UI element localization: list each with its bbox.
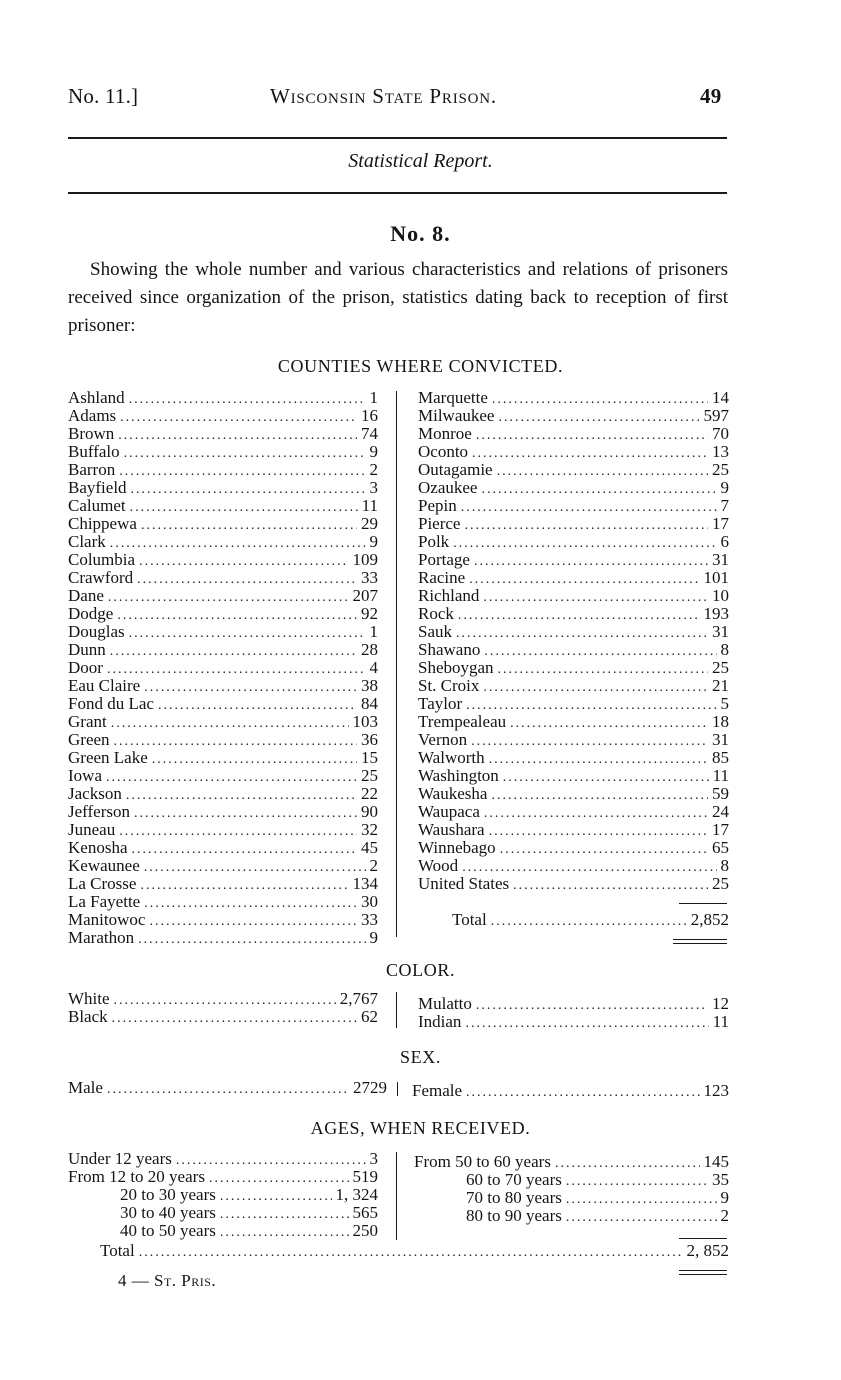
county-row bbox=[418, 713, 729, 731]
county-row bbox=[418, 659, 729, 677]
ages-total-value: 2, 852 bbox=[686, 1241, 729, 1260]
age-row bbox=[414, 1171, 729, 1189]
ages-divider bbox=[396, 1152, 397, 1240]
page-number: 49 bbox=[700, 84, 722, 108]
county-row-label: Marquette bbox=[418, 388, 488, 407]
county-row-label: United States bbox=[418, 874, 510, 893]
county-row bbox=[418, 695, 729, 713]
county-row-label: Green Lake bbox=[68, 748, 148, 767]
county-row-label: Columbia bbox=[68, 550, 136, 569]
county-row bbox=[418, 425, 729, 443]
age-row bbox=[414, 1207, 729, 1225]
color-heading: COLOR. bbox=[385, 960, 456, 980]
county-row-label: Adams bbox=[68, 406, 117, 425]
county-row bbox=[68, 587, 378, 605]
county-row bbox=[418, 821, 729, 839]
color-row-count: 11 bbox=[712, 1012, 729, 1031]
ages-total-label: Total bbox=[100, 1241, 135, 1260]
county-row-count: 25 bbox=[712, 460, 729, 479]
county-row bbox=[68, 623, 378, 641]
county-row-count: 7 bbox=[720, 496, 729, 515]
county-row-count: 8 bbox=[720, 640, 729, 659]
county-row-count: 9 bbox=[369, 928, 378, 947]
county-row-count: 70 bbox=[712, 424, 729, 443]
county-row-label: Sheboygan bbox=[418, 658, 494, 677]
county-row bbox=[418, 875, 729, 893]
county-row bbox=[418, 551, 729, 569]
county-row-count: 11 bbox=[712, 766, 729, 785]
county-row-count: 38 bbox=[361, 676, 378, 695]
county-row-label: St. Croix bbox=[418, 676, 480, 695]
county-row-label: Richland bbox=[418, 586, 480, 605]
county-row bbox=[68, 713, 378, 731]
county-row bbox=[418, 515, 729, 533]
county-row bbox=[68, 533, 378, 551]
counties-total-double-rule-1 bbox=[673, 939, 727, 940]
color-divider bbox=[396, 992, 397, 1028]
county-row-count: 25 bbox=[712, 658, 729, 677]
county-row bbox=[68, 605, 378, 623]
color-row-label: Black bbox=[68, 1007, 108, 1026]
sex-heading: SEX. bbox=[400, 1047, 441, 1067]
counties-total-rule bbox=[679, 903, 727, 904]
age-row-label: From 50 to 60 years bbox=[414, 1152, 551, 1171]
county-row-count: 597 bbox=[703, 406, 729, 425]
county-row-label: Vernon bbox=[418, 730, 468, 749]
county-row-label: Iowa bbox=[68, 766, 102, 785]
age-row bbox=[68, 1186, 378, 1204]
running-head-title: Wisconsin State Prison. bbox=[270, 84, 497, 108]
county-row-count: 16 bbox=[361, 406, 378, 425]
county-row-count: 36 bbox=[361, 730, 378, 749]
sex-label-male: Male bbox=[68, 1078, 103, 1097]
county-row bbox=[68, 425, 378, 443]
county-row-count: 25 bbox=[712, 874, 729, 893]
county-row-label: Rock bbox=[418, 604, 454, 623]
county-row-count: 9 bbox=[720, 478, 729, 497]
ages-total-row bbox=[100, 1242, 729, 1260]
county-row-label: Washington bbox=[418, 766, 499, 785]
county-row-label: Bayfield bbox=[68, 478, 127, 497]
county-row bbox=[418, 605, 729, 623]
county-row-label: Brown bbox=[68, 424, 115, 443]
county-row-label: Crawford bbox=[68, 568, 134, 587]
age-row-label: 70 to 80 years bbox=[466, 1188, 562, 1207]
age-row-count: 145 bbox=[703, 1152, 729, 1171]
county-row-label: Oconto bbox=[418, 442, 469, 461]
age-row-label: 40 to 50 years bbox=[120, 1221, 216, 1240]
age-row-label: 80 to 90 years bbox=[466, 1206, 562, 1225]
color-row-label: White bbox=[68, 989, 110, 1008]
age-row-label: 20 to 30 years bbox=[120, 1185, 216, 1204]
color-row bbox=[68, 990, 378, 1008]
counties-heading: COUNTIES WHERE CONVICTED. bbox=[277, 356, 564, 376]
county-row bbox=[418, 497, 729, 515]
county-row-label: Barron bbox=[68, 460, 116, 479]
county-row-label: Taylor bbox=[418, 694, 463, 713]
county-row-label: Walworth bbox=[418, 748, 485, 767]
counties-right-column bbox=[418, 389, 729, 893]
county-row bbox=[418, 443, 729, 461]
county-row-count: 22 bbox=[361, 784, 378, 803]
county-row-label: Jefferson bbox=[68, 802, 130, 821]
county-row-label: Calumet bbox=[68, 496, 126, 515]
county-row-label: Winnebago bbox=[418, 838, 496, 857]
county-row bbox=[68, 479, 378, 497]
county-row bbox=[68, 569, 378, 587]
ages-total-rule bbox=[679, 1238, 727, 1239]
county-row-count: 3 bbox=[369, 478, 378, 497]
county-row bbox=[68, 461, 378, 479]
county-row bbox=[418, 803, 729, 821]
color-row bbox=[68, 1008, 378, 1026]
color-right-column bbox=[418, 995, 729, 1031]
county-row-count: 25 bbox=[361, 766, 378, 785]
county-row-count: 8 bbox=[720, 856, 729, 875]
age-row bbox=[68, 1222, 378, 1240]
table-number: No. 8. bbox=[390, 221, 451, 246]
county-row-label: Waukesha bbox=[418, 784, 488, 803]
sex-divider bbox=[397, 1082, 398, 1096]
counties-divider bbox=[396, 391, 397, 937]
county-row bbox=[68, 929, 378, 947]
county-row-count: 33 bbox=[361, 568, 378, 587]
county-row-count: 6 bbox=[720, 532, 729, 551]
county-row bbox=[68, 497, 378, 515]
color-row-count: 2,767 bbox=[339, 989, 378, 1008]
county-row bbox=[418, 569, 729, 587]
county-row-label: Pierce bbox=[418, 514, 461, 533]
county-row-label: Wood bbox=[418, 856, 459, 875]
county-row-count: 17 bbox=[712, 514, 729, 533]
ages-total-double-rule-1 bbox=[679, 1270, 727, 1271]
county-row-label: Waupaca bbox=[418, 802, 480, 821]
county-row-label: Dodge bbox=[68, 604, 114, 623]
ages-right-column bbox=[414, 1153, 729, 1225]
county-row-label: Clark bbox=[68, 532, 106, 551]
counties-left-column bbox=[68, 389, 378, 947]
county-row-count: 5 bbox=[720, 694, 729, 713]
ages-left-column bbox=[68, 1150, 378, 1240]
county-row-count: 30 bbox=[361, 892, 378, 911]
county-row-count: 24 bbox=[712, 802, 729, 821]
county-row-count: 18 bbox=[712, 712, 729, 731]
county-row-count: 90 bbox=[361, 802, 378, 821]
counties-total-value: 2,852 bbox=[690, 910, 729, 929]
county-row-count: 10 bbox=[712, 586, 729, 605]
county-row bbox=[68, 731, 378, 749]
age-row-count: 250 bbox=[352, 1221, 378, 1240]
age-row-label: 60 to 70 years bbox=[466, 1170, 562, 1189]
county-row-count: 9 bbox=[369, 442, 378, 461]
county-row-count: 103 bbox=[352, 712, 378, 731]
intro-paragraph: Showing the whole number and various characteristics and relations of prisoners received since organization of the prison, statistics dating back to reception of first prisoner: bbox=[68, 259, 728, 336]
counties-total-label: Total bbox=[452, 910, 487, 929]
county-row-label: Grant bbox=[68, 712, 107, 731]
age-row-count: 35 bbox=[712, 1170, 729, 1189]
county-row-label: Pepin bbox=[418, 496, 457, 515]
county-row-count: 193 bbox=[703, 604, 729, 623]
county-row-count: 28 bbox=[361, 640, 378, 659]
county-row bbox=[418, 641, 729, 659]
county-row-count: 14 bbox=[712, 388, 729, 407]
county-row bbox=[68, 893, 378, 911]
age-row bbox=[414, 1189, 729, 1207]
county-row bbox=[418, 407, 729, 425]
county-row-count: 84 bbox=[361, 694, 378, 713]
county-row bbox=[418, 731, 729, 749]
county-row bbox=[418, 461, 729, 479]
age-row-count: 9 bbox=[720, 1188, 729, 1207]
county-row bbox=[418, 677, 729, 695]
ages-total-double-rule-2 bbox=[679, 1274, 727, 1275]
color-row-count: 62 bbox=[361, 1007, 378, 1026]
county-row bbox=[68, 803, 378, 821]
age-row-count: 2 bbox=[720, 1206, 729, 1225]
county-row-label: Waushara bbox=[418, 820, 485, 839]
county-row bbox=[68, 857, 378, 875]
county-row-label: Portage bbox=[418, 550, 470, 569]
age-row-label: From 12 to 20 years bbox=[68, 1167, 205, 1186]
age-row-count: 1, 324 bbox=[335, 1185, 378, 1204]
county-row-count: 45 bbox=[361, 838, 378, 857]
county-row bbox=[418, 389, 729, 407]
age-row bbox=[68, 1168, 378, 1186]
age-row-count: 3 bbox=[369, 1149, 378, 1168]
color-left-column bbox=[68, 990, 378, 1026]
county-row-label: Douglas bbox=[68, 622, 125, 641]
county-row-count: 134 bbox=[352, 874, 378, 893]
county-row-count: 65 bbox=[712, 838, 729, 857]
county-row-label: Kewaunee bbox=[68, 856, 140, 875]
county-row-label: Trempealeau bbox=[418, 712, 507, 731]
county-row bbox=[68, 641, 378, 659]
county-row-count: 21 bbox=[712, 676, 729, 695]
color-row-label: Mulatto bbox=[418, 994, 472, 1013]
county-row-label: Sauk bbox=[418, 622, 452, 641]
sex-label-female: Female bbox=[412, 1081, 463, 1100]
county-row-count: 92 bbox=[361, 604, 378, 623]
county-row-count: 109 bbox=[352, 550, 378, 569]
county-row bbox=[68, 677, 378, 695]
county-row bbox=[68, 389, 378, 407]
color-row bbox=[418, 1013, 729, 1031]
county-row-count: 33 bbox=[361, 910, 378, 929]
section-subtitle: Statistical Report. bbox=[348, 150, 493, 172]
county-row bbox=[418, 479, 729, 497]
county-row-count: 11 bbox=[361, 496, 378, 515]
ages-heading: AGES, WHEN RECEIVED. bbox=[310, 1118, 531, 1138]
header-rule-bottom bbox=[68, 192, 727, 194]
county-row-count: 74 bbox=[361, 424, 378, 443]
age-row-label: Under 12 years bbox=[68, 1149, 172, 1168]
age-row-count: 519 bbox=[352, 1167, 378, 1186]
county-row-label: Juneau bbox=[68, 820, 116, 839]
county-row-label: Chippewa bbox=[68, 514, 137, 533]
county-row-count: 31 bbox=[712, 730, 729, 749]
county-row-count: 31 bbox=[712, 550, 729, 569]
county-row-count: 101 bbox=[703, 568, 729, 587]
county-row-count: 15 bbox=[361, 748, 378, 767]
county-row-label: Door bbox=[68, 658, 103, 677]
county-row bbox=[68, 515, 378, 533]
county-row bbox=[68, 749, 378, 767]
county-row-count: 13 bbox=[712, 442, 729, 461]
sex-count-female: 123 bbox=[703, 1081, 729, 1100]
counties-total-double-rule-2 bbox=[673, 943, 727, 944]
county-row-count: 32 bbox=[361, 820, 378, 839]
county-row-label: Milwaukee bbox=[418, 406, 495, 425]
county-row bbox=[68, 659, 378, 677]
sex-row-female bbox=[412, 1082, 729, 1100]
county-row bbox=[68, 911, 378, 929]
county-row-label: Kenosha bbox=[68, 838, 128, 857]
county-row bbox=[68, 875, 378, 893]
county-row-count: 2 bbox=[369, 856, 378, 875]
county-row-label: Fond du Lac bbox=[68, 694, 154, 713]
county-row-label: Dunn bbox=[68, 640, 106, 659]
age-row-label: 30 to 40 years bbox=[120, 1203, 216, 1222]
county-row-label: La Crosse bbox=[68, 874, 137, 893]
running-head-left: No. 11.] bbox=[68, 84, 139, 108]
county-row-label: Marathon bbox=[68, 928, 135, 947]
county-row-label: Polk bbox=[418, 532, 450, 551]
county-row-count: 59 bbox=[712, 784, 729, 803]
county-row-label: Buffalo bbox=[68, 442, 120, 461]
county-row-count: 9 bbox=[369, 532, 378, 551]
color-row-count: 12 bbox=[712, 994, 729, 1013]
county-row-count: 4 bbox=[369, 658, 378, 677]
county-row bbox=[418, 623, 729, 641]
header-rule-top bbox=[68, 137, 727, 139]
age-row bbox=[414, 1153, 729, 1171]
counties-total-row bbox=[452, 911, 729, 929]
county-row-count: 85 bbox=[712, 748, 729, 767]
county-row-count: 17 bbox=[712, 820, 729, 839]
age-row bbox=[68, 1204, 378, 1222]
county-row-label: Ozaukee bbox=[418, 478, 478, 497]
signature-mark: 4 — St. Pris. bbox=[118, 1271, 217, 1290]
county-row-label: Shawano bbox=[418, 640, 481, 659]
county-row bbox=[68, 839, 378, 857]
county-row-count: 1 bbox=[369, 388, 378, 407]
county-row bbox=[68, 785, 378, 803]
county-row-label: Monroe bbox=[418, 424, 472, 443]
county-row bbox=[418, 785, 729, 803]
age-row bbox=[68, 1150, 378, 1168]
county-row-count: 31 bbox=[712, 622, 729, 641]
county-row-label: La Fayette bbox=[68, 892, 141, 911]
county-row-label: Eau Claire bbox=[68, 676, 141, 695]
county-row bbox=[418, 533, 729, 551]
county-row bbox=[418, 749, 729, 767]
county-row-label: Green bbox=[68, 730, 110, 749]
sex-count-male: 2729 bbox=[353, 1078, 387, 1097]
county-row bbox=[418, 857, 729, 875]
county-row bbox=[418, 767, 729, 785]
county-row bbox=[418, 839, 729, 857]
county-row-count: 1 bbox=[369, 622, 378, 641]
county-row-label: Racine bbox=[418, 568, 466, 587]
county-row-label: Manitowoc bbox=[68, 910, 146, 929]
county-row-label: Dane bbox=[68, 586, 104, 605]
county-row bbox=[68, 443, 378, 461]
county-row-label: Jackson bbox=[68, 784, 122, 803]
county-row-label: Ashland bbox=[68, 388, 125, 407]
age-row-count: 565 bbox=[352, 1203, 378, 1222]
sex-row-male bbox=[68, 1079, 387, 1097]
county-row-count: 207 bbox=[352, 586, 378, 605]
county-row-label: Outagamie bbox=[418, 460, 493, 479]
county-row-count: 2 bbox=[369, 460, 378, 479]
color-row-label: Indian bbox=[418, 1012, 462, 1031]
county-row bbox=[418, 587, 729, 605]
color-row bbox=[418, 995, 729, 1013]
county-row bbox=[68, 551, 378, 569]
county-row-count: 29 bbox=[361, 514, 378, 533]
county-row bbox=[68, 767, 378, 785]
county-row bbox=[68, 695, 378, 713]
county-row bbox=[68, 821, 378, 839]
county-row bbox=[68, 407, 378, 425]
